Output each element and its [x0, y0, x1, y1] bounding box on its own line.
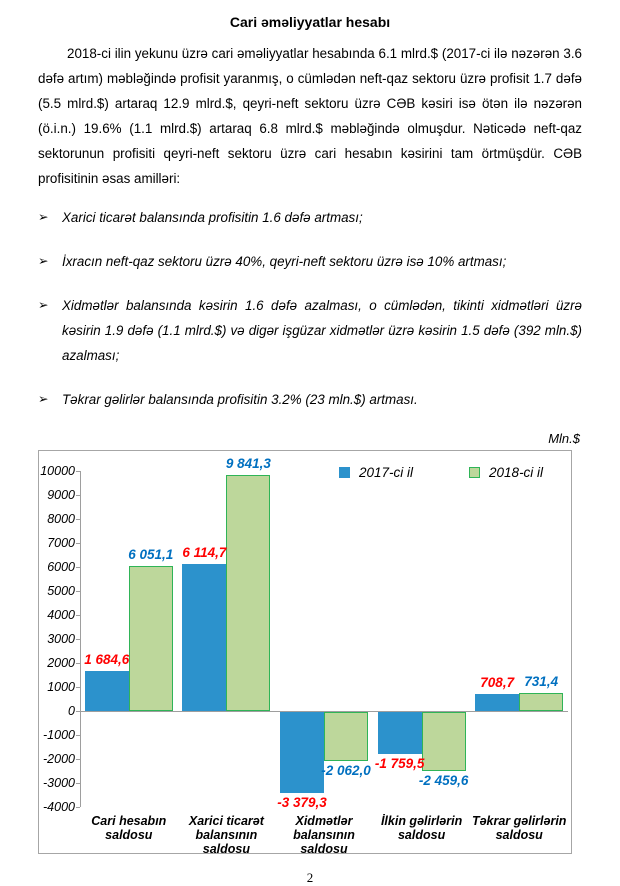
bullet-text: Xidmətlər balansında kəsirin 1.6 dəfə azalması, o cümlədən, tikinti xidmətləri üzrə kəsirin 1.9 dəfə (1.1 mlrd.$) və digər işgüzar xidmətlər üzrə kəsirin 1.5 dəfə (392 mln.$) azalması; — [62, 298, 582, 363]
y-axis-label: 7000 — [47, 536, 75, 550]
x-axis-category-label: Təkrar gəlirlərin saldosu — [471, 814, 567, 842]
legend-swatch-2017-icon — [339, 467, 350, 478]
legend-label-2017: 2017-ci il — [359, 465, 414, 480]
bar-2018-ci-il — [226, 475, 270, 711]
bullet-arrow-icon: ➢ — [38, 392, 49, 406]
bullet-arrow-icon: ➢ — [38, 210, 49, 224]
legend-label-2018: 2018-ci il — [489, 465, 544, 480]
bullet-text: Təkrar gəlirlər balansında profisitin 3.2% (23 mln.$) artması. — [62, 392, 418, 407]
y-axis-label: 1000 — [47, 680, 75, 694]
bar-value-label: 6 051,1 — [128, 546, 174, 562]
legend-item-2018 — [469, 465, 543, 480]
y-axis-label: 0 — [68, 704, 75, 718]
bullet-arrow-icon: ➢ — [38, 298, 49, 312]
y-axis-label: 4000 — [47, 608, 75, 622]
y-axis-tick — [76, 783, 80, 784]
bullet-list — [38, 205, 582, 412]
y-axis-tick — [76, 519, 80, 520]
x-axis-category-label: İlkin gəlirlərin saldosu — [380, 814, 463, 842]
chart-units-label: Mln.$ — [548, 431, 580, 446]
y-axis-label: 6000 — [47, 560, 75, 574]
bar-2017-ci-il — [280, 712, 324, 793]
bar-2017-ci-il — [378, 712, 422, 754]
bar-value-label: 731,4 — [524, 674, 559, 690]
bullet-item — [38, 205, 582, 230]
y-axis-tick — [76, 759, 80, 760]
y-axis-label: 5000 — [47, 584, 75, 598]
x-axis-category-label: Xidmətlər balansının saldosu — [293, 814, 355, 856]
legend-item-2017 — [339, 465, 413, 480]
y-axis-tick — [76, 471, 80, 472]
bar-2018-ci-il — [324, 712, 368, 761]
y-axis-label: -1000 — [43, 728, 75, 742]
y-axis-tick — [76, 735, 80, 736]
bar-value-label: 9 841,3 — [225, 455, 271, 471]
y-axis-label: 3000 — [47, 632, 75, 646]
chart-legend — [339, 465, 543, 480]
y-axis-label: -4000 — [43, 800, 75, 814]
y-axis-tick — [76, 639, 80, 640]
bar-2018-ci-il — [519, 693, 563, 711]
y-axis-label: 10000 — [40, 464, 75, 478]
legend-swatch-2018-icon — [469, 467, 480, 478]
bullet-arrow-icon: ➢ — [38, 254, 49, 268]
bullet-item — [38, 387, 582, 412]
y-axis-label: -3000 — [43, 776, 75, 790]
y-axis-label: -2000 — [43, 752, 75, 766]
bullet-item — [38, 293, 582, 368]
bullet-text: İxracın neft-qaz sektoru üzrə 40%, qeyri-neft sektoru üzrə isə 10% artması; — [62, 254, 507, 269]
y-axis-tick — [76, 807, 80, 808]
bar-2017-ci-il — [182, 564, 226, 711]
y-axis-label: 8000 — [47, 512, 75, 526]
y-axis-tick — [76, 543, 80, 544]
bar-chart — [38, 450, 572, 854]
y-axis-tick — [76, 687, 80, 688]
bullet-text: Xarici ticarət balansında profisitin 1.6 dəfə artması; — [62, 210, 363, 225]
bar-value-label: -3 379,3 — [277, 795, 327, 811]
page-number: 2 — [306, 870, 314, 885]
y-axis-tick — [76, 663, 80, 664]
bar-value-label: -2 062,0 — [321, 763, 371, 779]
bar-value-label: 708,7 — [480, 674, 515, 690]
bar-2018-ci-il — [129, 566, 173, 711]
bullet-item — [38, 249, 582, 274]
x-axis-category-label: Cari hesabın saldosu — [91, 814, 167, 842]
bar-2017-ci-il — [85, 671, 129, 711]
y-axis-label: 9000 — [47, 488, 75, 502]
y-axis-tick — [76, 495, 80, 496]
y-axis-tick — [76, 591, 80, 592]
bar-value-label: 6 114,7 — [182, 545, 227, 561]
bar-value-label: -2 459,6 — [418, 773, 469, 789]
body-paragraph: 2018-ci ilin yekunu üzrə cari əməliyyatlar hesabında 6.1 mlrd.$ (2017-ci ilə nəzərən 3.6 dəfə artım) məbləğində profisit yaranmış, o cümlədən neft-qaz sektoru üzrə profisit 1.7 dəfə (5.5 mlrd.$) artaraq 12.9 mlrd.$, qeyri-neft sektoru üzrə CƏB kəsiri isə ötən ilə nəzərən (ö.i.n.) 19.6% (1.1 mlrd.$) artaraq 6.8 mlrd.$ məbləğində olmuşdur. Nəticədə neft-qaz sektorunun profisiti qeyri-neft sektoru üzrə cari hesabın kəsirini tam örtmüşdür. CƏB profisitinin əsas amilləri: — [38, 46, 582, 186]
bar-2017-ci-il — [475, 694, 519, 711]
bar-value-label: -1 759,5 — [374, 756, 425, 772]
y-axis-tick — [76, 615, 80, 616]
bar-2018-ci-il — [422, 712, 466, 771]
page-title: Cari əməliyyatlar hesabı — [229, 14, 391, 30]
y-axis-label: 2000 — [47, 656, 75, 670]
x-axis-category-label: Xarici ticarət balansının saldosu — [188, 814, 264, 856]
bar-value-label: 1 684,6 — [84, 651, 130, 667]
y-axis-line — [80, 471, 81, 807]
y-axis-tick — [76, 567, 80, 568]
